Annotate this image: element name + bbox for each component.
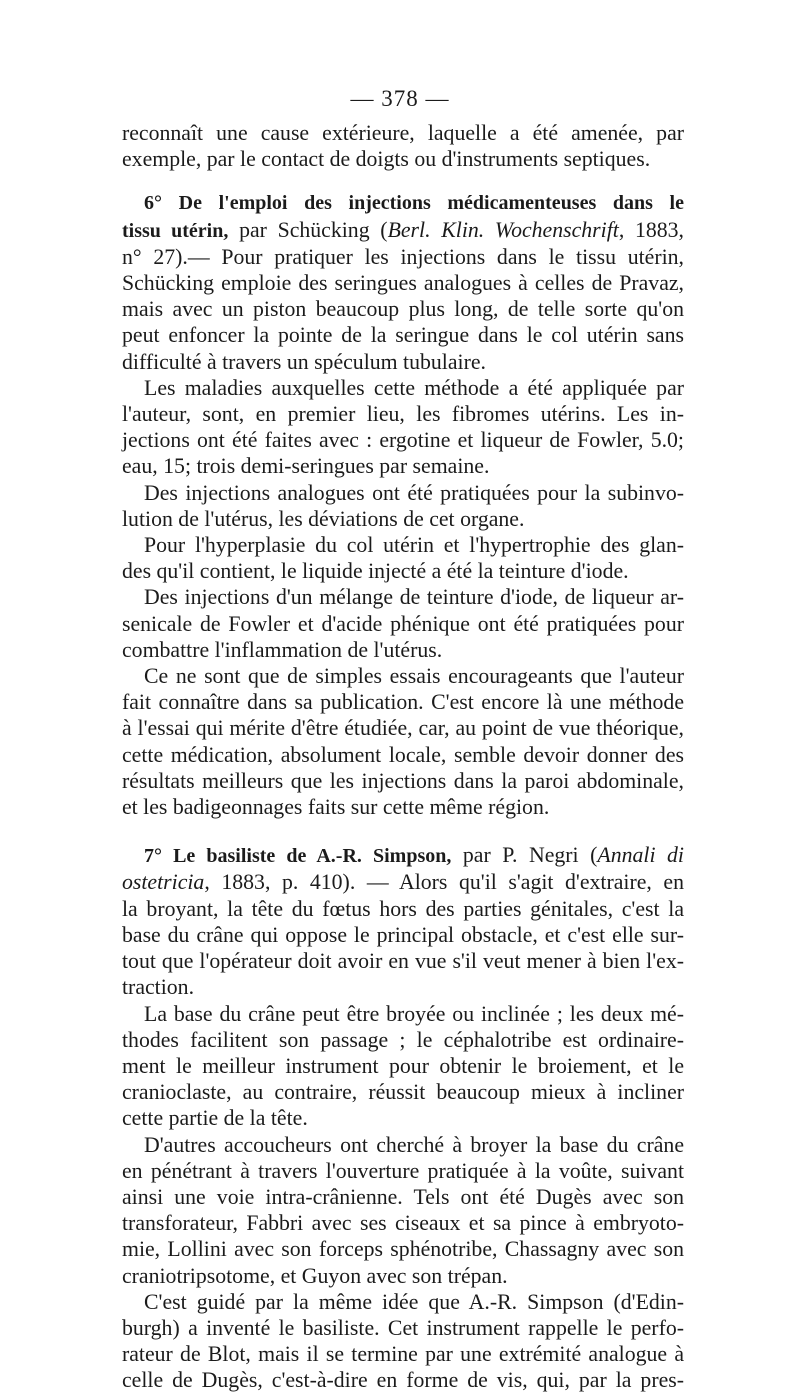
text-line: ment le meilleur instrument pour obtenir le broiement, et le	[122, 1053, 684, 1078]
text-line: lution de l'utérus, les déviations de cet organe.	[122, 506, 525, 531]
journal-title: Annali di	[597, 843, 684, 868]
text-line: Les maladies auxquelles cette méthode a été appliquée par	[144, 375, 684, 400]
text-line: fait connaître dans sa publication. C'est encore là une méthode	[122, 690, 684, 715]
text-line: Ce ne sont que de simples essais encourageants que l'auteur	[144, 664, 684, 689]
text-line: D'autres accoucheurs ont cherché à broyer la base du crâne	[144, 1132, 684, 1157]
reference-intro: par P. Negri (	[451, 843, 598, 868]
text-line: mais avec un piston beaucoup plus long, de telle sorte qu'on	[122, 297, 684, 322]
reference-details: , 1883, p. 410). — Alors qu'il s'agit d'extraire, en	[204, 870, 684, 895]
intro-paragraph	[122, 120, 684, 172]
text-line: transforateur, Fabbri avec ses ciseaux et sa pince à embryoto-	[122, 1211, 684, 1236]
text-line: traction.	[122, 975, 195, 1000]
text-line: n° 27).— Pour pratiquer les injections dans le tissu utérin,	[122, 244, 684, 269]
text-line: tout que l'opérateur doit avoir en vue s'il veut mener à bien l'ex-	[122, 949, 684, 974]
text-line: celle de Dugès, c'est-à-dire en forme de vis, qui, par la pres-	[122, 1368, 684, 1393]
page-body	[122, 120, 684, 1394]
text-line: craniotripsotome, et Guyon avec son trépan.	[122, 1263, 508, 1288]
text-line	[122, 217, 684, 244]
text-line: Des injections d'un mélange de teinture d'iode, de liqueur ar-	[144, 585, 684, 610]
text-line: en pénétrant à travers l'ouverture pratiquée à la voûte, suivant	[122, 1158, 684, 1183]
text-line: la broyant, la tête du fœtus hors des parties génitales, c'est la	[122, 896, 684, 921]
text-line: difficulté à travers un spéculum tubulaire.	[122, 349, 486, 374]
text-line: cette partie de la tête.	[122, 1106, 308, 1131]
section-7-heading: 7° Le basiliste de A.-R. Simpson,	[144, 845, 452, 868]
text-line	[122, 869, 684, 895]
text-line: rateur de Blot, mais il se termine par une extrémité analogue à	[122, 1342, 684, 1367]
text-line: cette médication, absolument locale, semble devoir donner des	[122, 742, 684, 767]
journal-title: Berl. Klin. Wochenschrift	[387, 217, 619, 242]
page-number: — 378 —	[350, 86, 450, 111]
text-line: ainsi une voie intra-crânienne. Tels ont été Dugès avec son	[122, 1184, 684, 1209]
text-line: reconnaît une cause extérieure, laquelle a été amenée, par	[122, 121, 684, 145]
reference-intro: par Schücking (	[228, 217, 388, 242]
text-line: à l'essai qui mérite d'être étudiée, car, au point de vue théorique,	[122, 716, 684, 741]
text-line: senicale de Fowler et d'acide phénique ont été pratiquées pour	[122, 611, 684, 636]
text-line: Schücking emploie des seringues analogues à celles de Pravaz,	[122, 271, 684, 296]
text-line: exemple, par le contact de doigts ou d'instruments septiques.	[122, 147, 651, 172]
text-line: C'est guidé par la même idée que A.-R. Simpson (d'Edin-	[144, 1289, 684, 1314]
text-line: La base du crâne peut être broyée ou inclinée ; les deux mé-	[144, 1001, 684, 1026]
reference-year: , 1883,	[618, 217, 685, 242]
text-line: base du crâne qui oppose le principal obstacle, et c'est elle sur-	[122, 922, 684, 947]
text-line: Des injections analogues ont été pratiquées pour la subinvo-	[144, 480, 684, 505]
section-6-heading-cont: tissu utérin,	[122, 219, 229, 242]
text-line: mie, Lollini avec son forceps sphénotribe, Chassagny avec son	[122, 1237, 684, 1262]
text-line: thodes facilitent son passage ; le céphalotribe est ordinaire-	[122, 1027, 684, 1052]
text-line: peut enfoncer la pointe de la seringue dans le col utérin sans	[122, 323, 684, 348]
text-line: burgh) a inventé le basiliste. Cet instrument rappelle le perfo-	[122, 1315, 684, 1340]
text-line: eau, 15; trois demi-seringues par semaine.	[122, 454, 490, 479]
text-line: des qu'il contient, le liquide injecté a été la teinture d'iode.	[122, 559, 629, 584]
text-line: cranioclaste, au contraire, réussit beaucoup mieux à incliner	[122, 1080, 684, 1105]
section-6-heading: 6° De l'emploi des injections médicamenteuses dans le	[144, 192, 684, 215]
journal-title-cont: ostetricia	[122, 870, 205, 895]
text-line: Pour l'hyperplasie du col utérin et l'hypertrophie des glan-	[144, 533, 684, 558]
text-line: résultats meilleurs que les injections dans la paroi abdominale,	[122, 768, 684, 793]
section-7	[122, 842, 684, 1393]
text-line: l'auteur, sont, en premier lieu, les fibromes utérins. Les in-	[122, 402, 684, 427]
section-6	[122, 190, 684, 820]
text-line: jections ont été faites avec : ergotine et liqueur de Fowler, 5.0;	[122, 428, 684, 453]
text-line: et les badigeonnages faits sur cette même région.	[122, 795, 550, 820]
text-line: combattre l'inflammation de l'utérus.	[122, 637, 443, 662]
text-line	[122, 842, 684, 869]
